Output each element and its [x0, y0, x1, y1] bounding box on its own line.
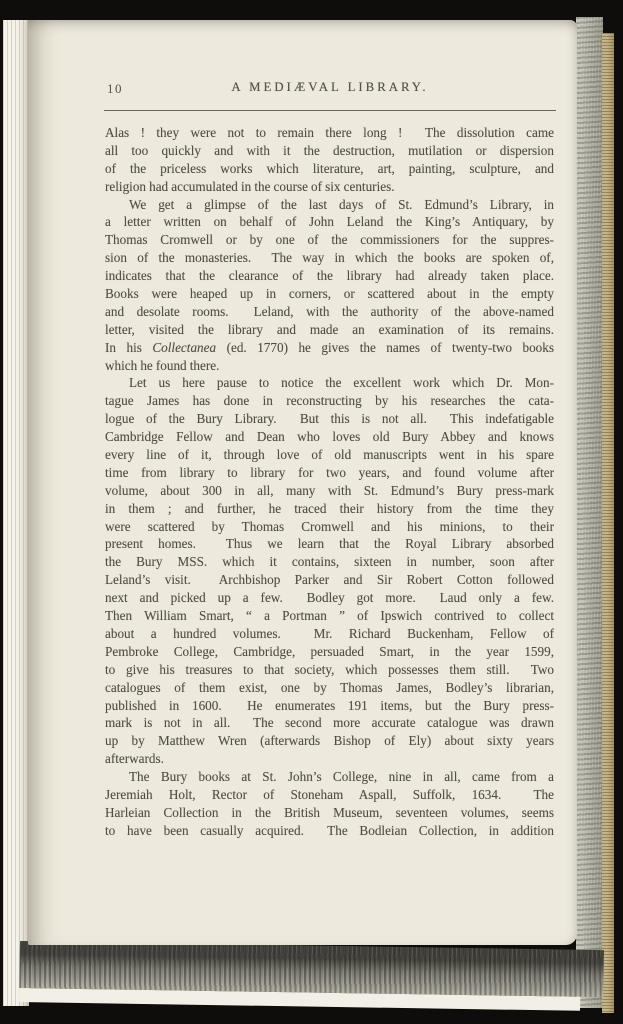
page-text	[105, 124, 554, 840]
text-line: Cambridge Fellow and Dean who loves old Bury Abbey and knows	[105, 429, 554, 445]
text-line: Books were heaped up in corners, or scattered about in the empty	[105, 286, 554, 302]
book-fore-edge-pages	[602, 33, 614, 1013]
header-rule	[104, 110, 556, 111]
book-page	[28, 20, 577, 945]
text-line: tague James has done in reconstructing by his researches the cata-	[105, 393, 554, 409]
text-line: published in 1600. He enumerates 191 items, but the Bury press-	[105, 697, 554, 713]
text-line: and desolate rooms. Leland, with the authority of the above-named	[105, 303, 554, 319]
text-line: mark is not in all. The second more accurate catalogue was drawn	[105, 715, 554, 731]
bottom-page-edges	[19, 941, 604, 1011]
text-line: to have been casually acquired. The Bodleian Collection, in addition	[105, 822, 554, 838]
text-line: all too quickly and with it the destruction, mutilation or dispersion	[105, 142, 554, 158]
text-line: were scattered by Thomas Cromwell and his minions, to their	[105, 518, 554, 534]
text-line: Leland’s visit. Archbishop Parker and Sir Robert Cotton followed	[105, 572, 554, 588]
text-line: Jeremiah Holt, Rector of Stoneham Aspall, Suffolk, 1634. The	[105, 786, 554, 802]
text-line: catalogues of them exist, one by Thomas James, Bodley’s librarian,	[105, 679, 554, 695]
facing-page-edge	[3, 20, 29, 1006]
text-line: Alas ! they were not to remain there long ! The dissolution came	[105, 125, 554, 140]
text-line: which he found there.	[105, 357, 220, 373]
text-line: next and picked up a few. Bodley got more. Laud only a few.	[105, 590, 554, 606]
paragraph	[105, 196, 554, 375]
text-line: every line of it, through love of old manuscripts went in his spare	[105, 447, 554, 463]
text-line: of the priceless works which literature, art, painting, sculpture, and	[105, 160, 554, 176]
page-number: 10	[107, 81, 123, 96]
text-line: religion had accumulated in the course of six centuries.	[105, 178, 395, 194]
text-line: up by Matthew Wren (afterwards Bishop of Ely) about sixty years	[105, 733, 554, 749]
text-line: volume, about 300 in all, many with St. Edmund’s Bury press-mark	[105, 482, 554, 498]
text-line: letter, visited the library and made an examination of its remains.	[105, 321, 554, 337]
text-line: present homes. Thus we learn that the Royal Library absorbed	[105, 536, 554, 552]
paragraph	[105, 124, 554, 196]
text-line: The Bury books at St. John’s College, nine in all, came from a	[129, 769, 554, 785]
text-line: afterwards.	[105, 751, 164, 767]
running-header	[105, 80, 555, 98]
text-line: sion of the monasteries. The way in which the books are spoken of,	[105, 250, 554, 266]
running-title: A MEDIÆVAL LIBRARY.	[231, 80, 429, 94]
text-line: Let us here pause to notice the excellent work which Dr. Mon-	[129, 375, 554, 391]
text-line: time from library to library for two years, and found volume after	[105, 464, 554, 480]
text-line: We get a glimpse of the last days of St. Edmund’s Library, in	[129, 196, 554, 212]
text-line: In his Collectanea (ed. 1770) he gives the names of twenty-two books	[105, 339, 554, 355]
text-line: Pembroke College, Cambridge, persuaded Smart, in the year 1599,	[105, 643, 554, 659]
paragraph	[105, 768, 554, 840]
text-line: indicates that the clearance of the library had already taken place.	[105, 268, 554, 284]
text-line: a letter written on behalf of John Leland the King’s Antiquary, by	[105, 214, 554, 230]
text-line: about a hundred volumes. Mr. Richard Buckenham, Fellow of	[105, 625, 554, 641]
text-line: to give his treasures to that society, which possesses them still. Two	[105, 661, 554, 677]
paragraph	[105, 374, 554, 768]
text-line: Then William Smart, “ a Portman ” of Ipswich contrived to collect	[105, 608, 554, 624]
page-deckle-edge	[576, 17, 603, 1008]
text-line: in them ; and further, he traced their history from the time they	[105, 500, 554, 516]
text-line: the Bury MSS. which it contains, sixteen in number, soon after	[105, 554, 554, 570]
text-line: Harleian Collection in the British Museum, seventeen volumes, seems	[105, 804, 554, 820]
text-line: logue of the Bury Library. But this is not all. This indefatigable	[105, 411, 554, 427]
text-line: Thomas Cromwell or by one of the commissioners for the suppres-	[105, 232, 554, 248]
